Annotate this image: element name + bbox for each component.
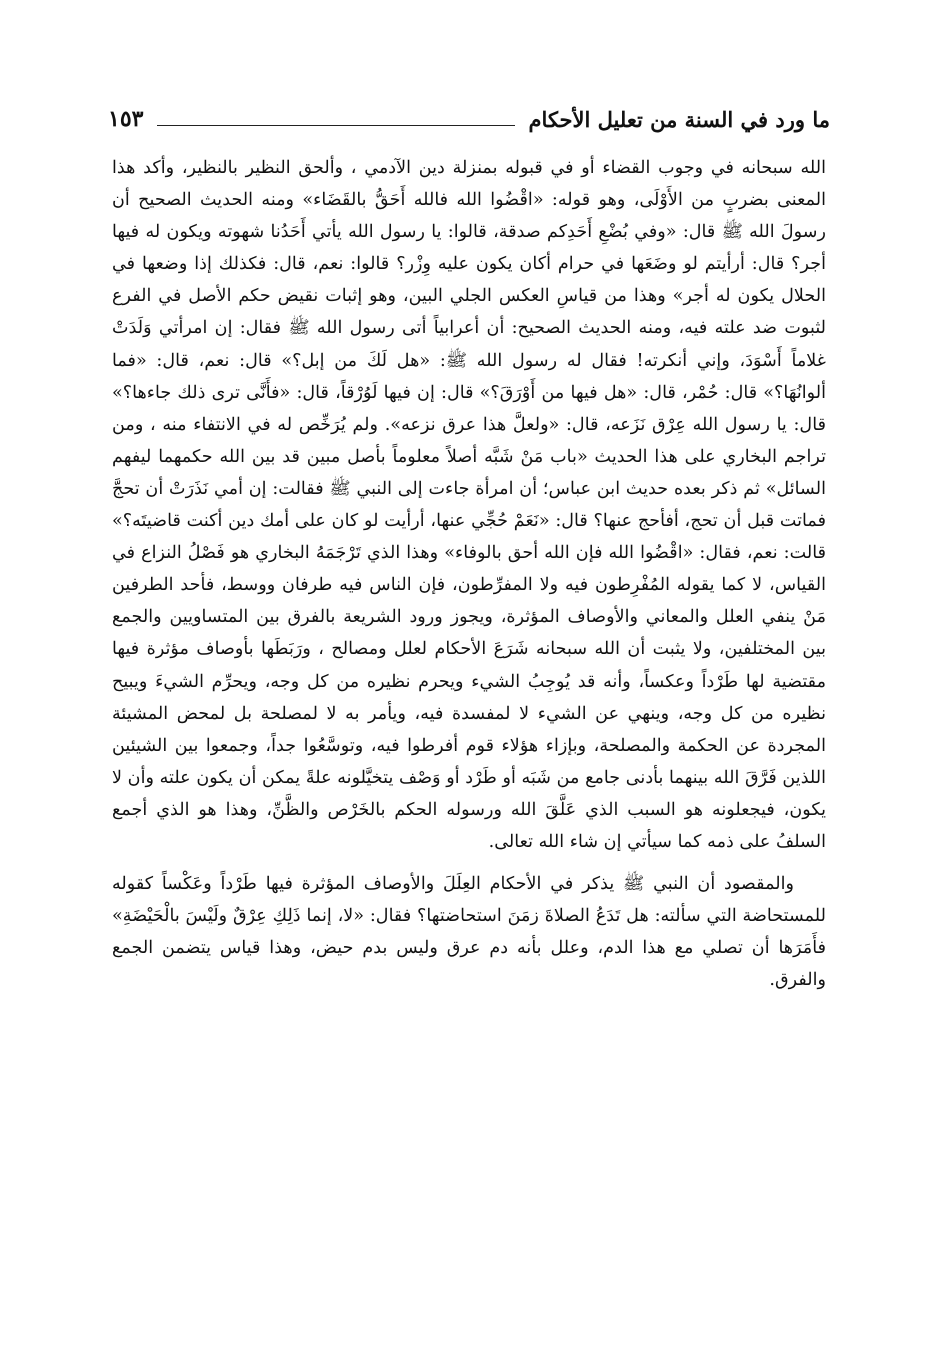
body-text bbox=[112, 152, 826, 996]
page-number: ١٥٣ bbox=[108, 106, 144, 132]
paragraph-1: الله سبحانه في وجوب القضاء أو في قبوله بمنزلة دين الآدمي ، وألحق النظير بالنظير، وأكد هذا المعنى بضربٍ من الأَوْلَى، وهو قوله: «اقْضُوا الله فالله أَحَقُّ بالقَضَاء» ومنه الحديث الصحيح أن رسولَ الله ﷺ قال: «وفي بُضْعِ أَحَدِكم صدقة، قالوا: يا رسول الله يأتي أَحَدُنا شهوته ويكون له فيها أجر؟ قال: أرأيتم لو وضَعَها في حرام أكان يكون عليه وِزْر؟ قالوا: نعم، قال: فكذلك إذا وضعها في الحلال يكون له أجر» وهذا من قياسِ العكس الجلي البين، وهو إثبات نقيض حكم الأصل في الفرع لثبوت ضد علته فيه، ومنه الحديث الصحيح: أن أعرابياً أتى رسول الله ﷺ فقال: إن امرأتي وَلَدَتْ غلاماً أَسْوَدَ، وإني أنكرته! فقال له رسول الله ﷺ: «هل لَكَ من إبل؟» قال: نعم، قال: «فما ألوانُهَا؟» قال: حُمْر، قال: «هل فيها من أَوْرَقَ؟» قال: إن فيها لَوُرْقاً، قال: «فأَنَّى ترى ذلك جاءها؟» قال: يا رسول الله عِرْق نَزَعه، قال: «ولعلَّ هذا عرق نزعه». ولم يُرَخِّص له في الانتفاء منه ، ومن تراجم البخاري على هذا الحديث «باب مَنْ شَبَّه أصلاً معلوماً بأصل مبين قد بين الله حكمهما ليفهم السائل» ثم ذكر بعده حديث ابن عباس؛ أن امرأة جاءت إلى النبي ﷺ فقالت: إن أمي نَذَرَتْ أن تحجَّ فماتت قبل أن تحج، أفأحج عنها؟ قال: «نَعَمْ حُجِّي عنها، أرأيت لو كان على أمك دين أكنت قاضيتَه؟» قالت: نعم، فقال: «اقْضُوا الله فإن الله أحق بالوفاء» وهذا الذي تَرْجَمَهُ البخاري هو فَصْلُ النزاع في القياس، لا كما يقوله المُفْرِطون فيه ولا المفرِّطون، فإن الناس فيه طرفان ووسط، فأحد الطرفين مَنْ ينفي العلل والمعاني والأوصاف المؤثرة، ويجوز ورود الشريعة بالفرق بين المتساويين والجمع بين المختلفين، ولا يثبت أن الله سبحانه شَرَعَ الأحكام لعلل ومصالح ، ورَبَطَها بأوصاف مؤثرة فيها مقتضية لها طَرْداً وعكساً، وأنه قد يُوجِبُ الشيء ويحرم نظيره من كل وجه، ويحرِّم الشيءَ ويبيح نظيره من كل وجه، وينهي عن الشيء لا لمفسدة فيه، ويأمر به لا لمصلحة بل لمحض المشيئة المجردة عن الحكمة والمصلحة، وبإزاء هؤلاء قوم أفرطوا فيه، وتوسَّعُوا جداً، وجمعوا بين الشيئين اللذين فَرَّقَ الله بينهما بأدنى جامع من شَبَه أو طَرْد أو وَصْف يتخيَّلونه علةً يمكن أن يكون علته وأن لا يكون، فيجعلونه هو السبب الذي عَلَّقَ الله ورسوله الحكم بالخَرْص والظَّنِّ، وهذا هو الذي أجمع السلفُ على ذمه كما سيأتي إن شاء الله تعالى. bbox=[112, 158, 826, 852]
running-header bbox=[108, 92, 830, 132]
header-title: ما ورد في السنة من تعليل الأحكام bbox=[528, 107, 830, 132]
paragraph-2: والمقصود أن النبي ﷺ يذكر في الأحكام العِلَلَ والأوصاف المؤثرة فيها طَرْداً وعَكْساً كقوله للمستحاضة التي سألته: هل تَدَعُ الصلاةَ زمَنَ استحاضتها؟ فقال: «لا، إنما ذَلِكِ عِرْقٌ ولَيْسَ بالْحَيْضَةِ» فأَمَرَها أن تصلي مع هذا الدم، وعلل بأنه دم عرق وليس بدم حيض، وهذا قياس يتضمن الجمع والفرق. bbox=[112, 874, 826, 991]
header-rule bbox=[157, 125, 514, 126]
